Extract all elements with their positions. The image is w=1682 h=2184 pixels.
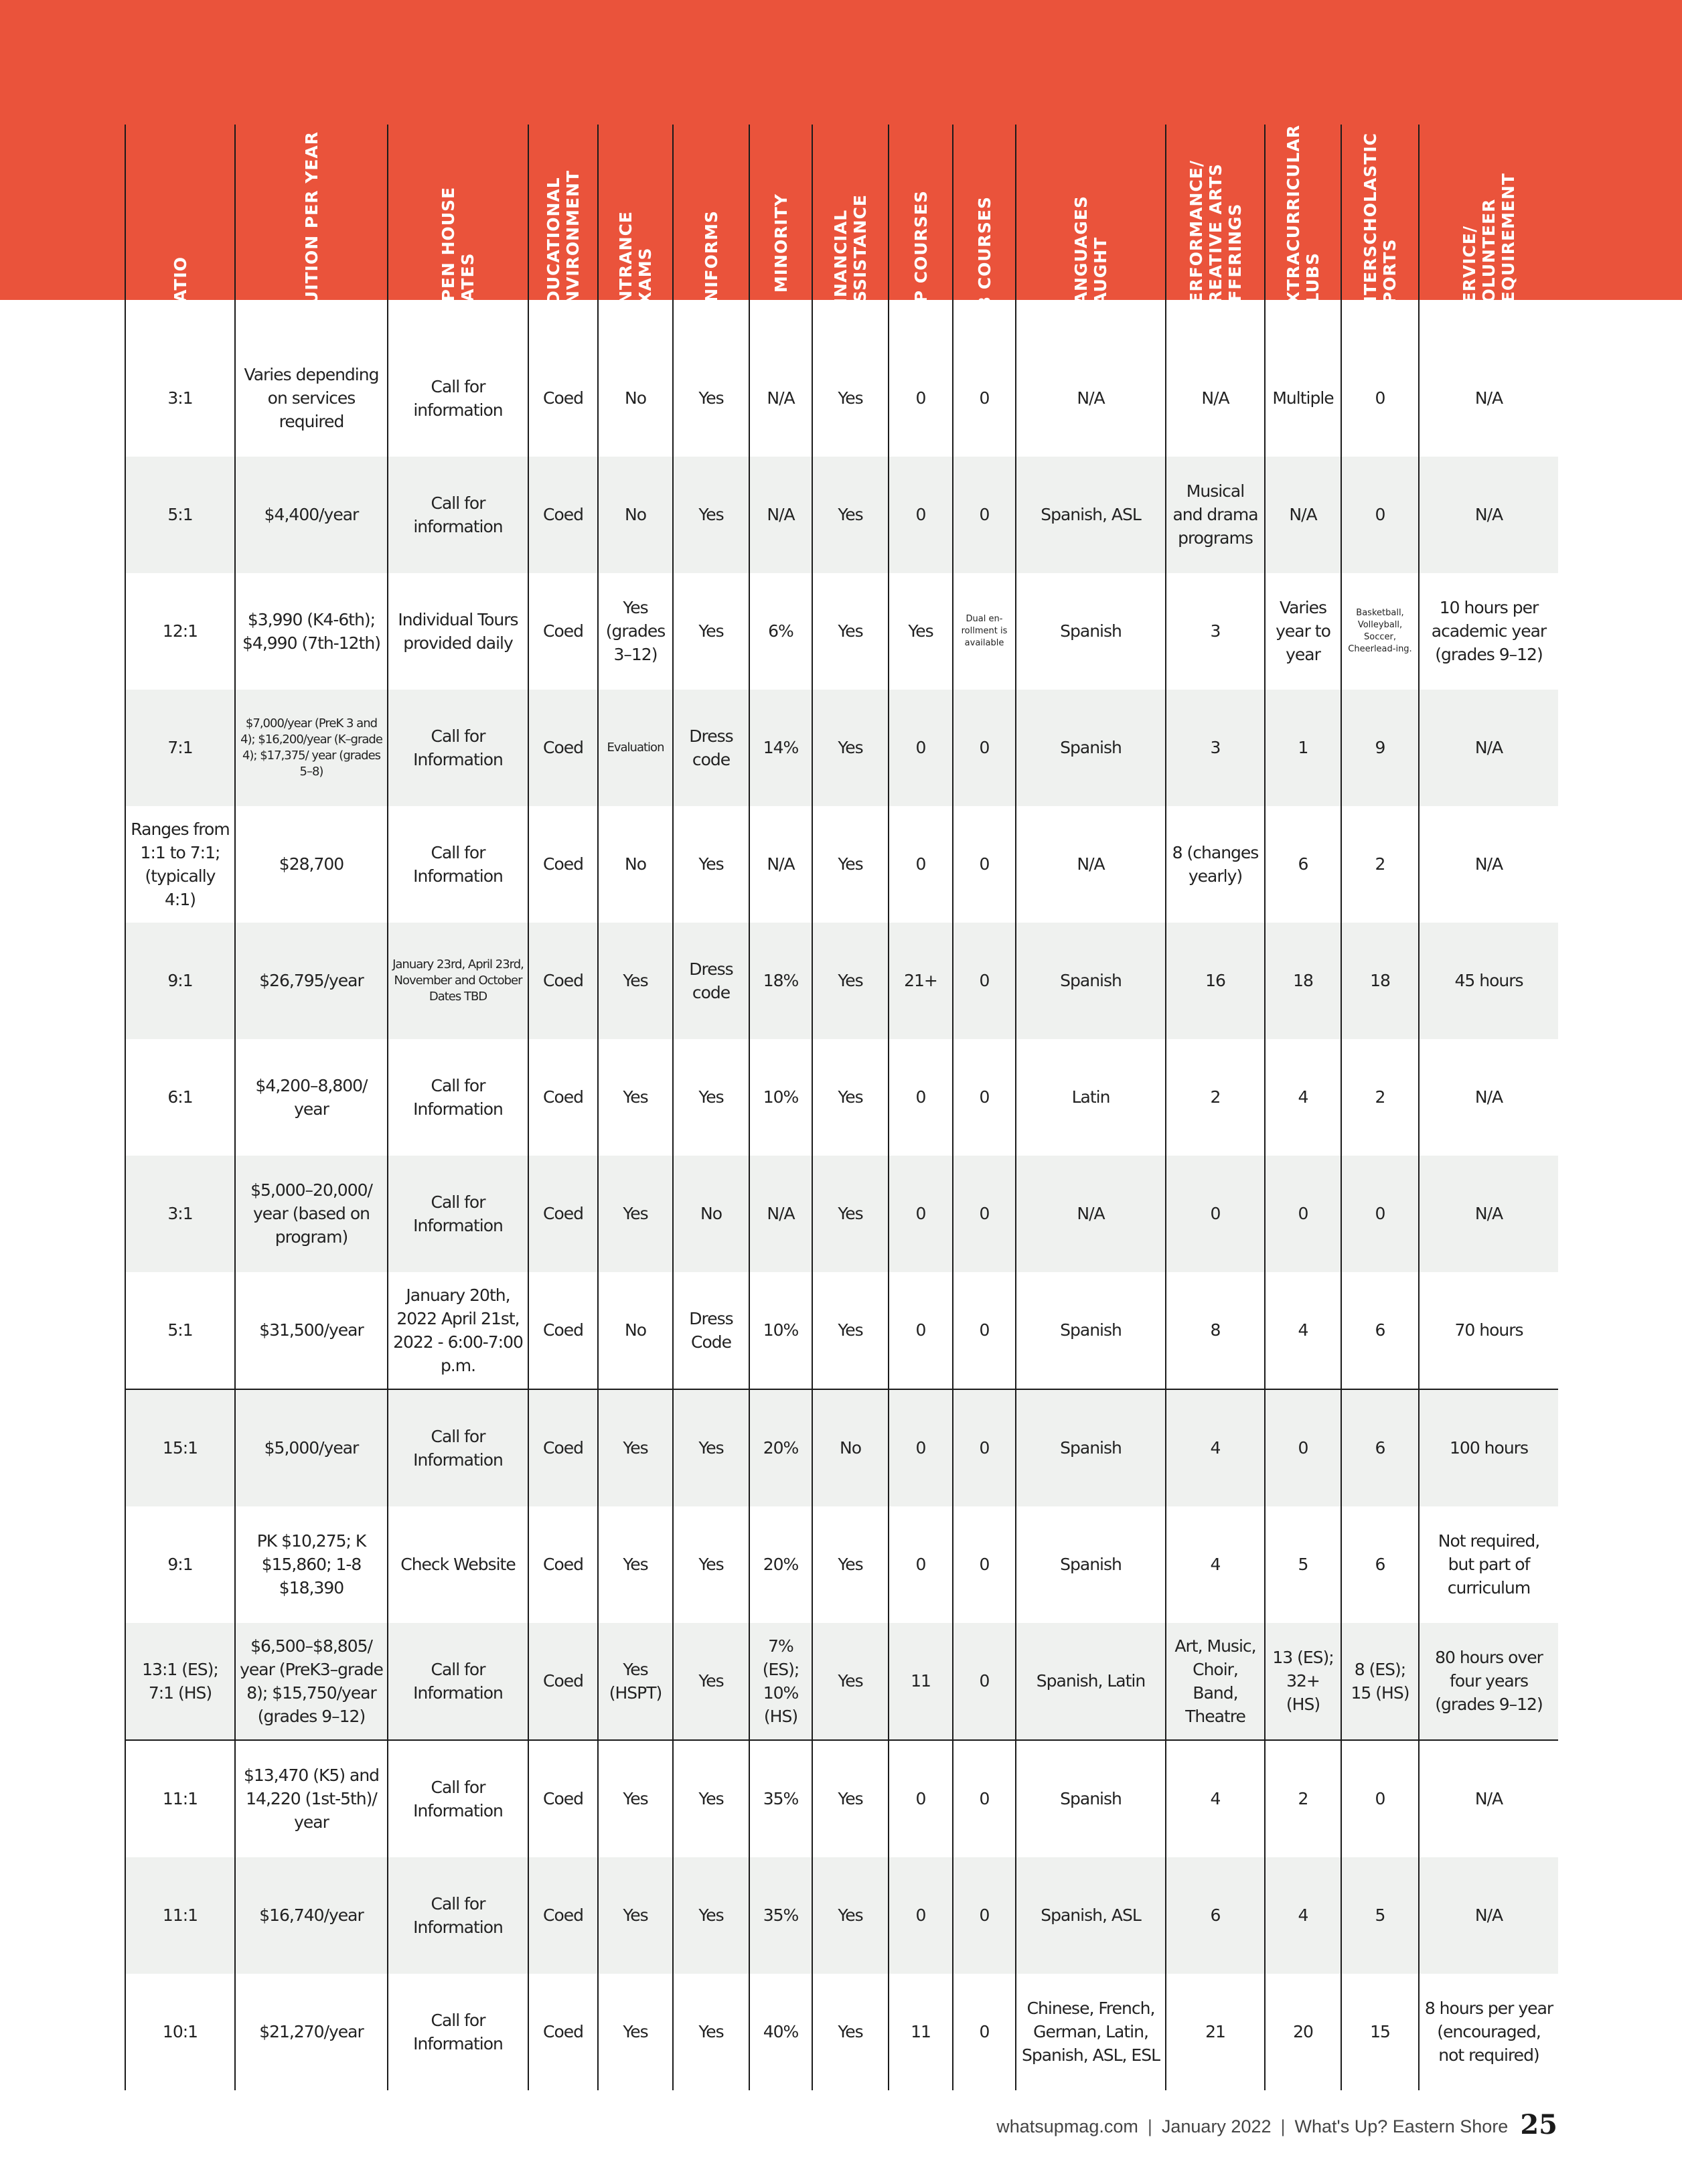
- table-cell: Yes: [673, 1740, 749, 1857]
- table-cell: January 20th, 2022 April 21st, 2022 - 6:00-7:00 p.m.: [388, 1272, 528, 1389]
- table-cell: 15:1: [125, 1389, 235, 1506]
- table-cell: 7:1: [125, 690, 235, 806]
- table-row: [125, 573, 1558, 690]
- table-row: [125, 1389, 1558, 1506]
- table-cell: 14%: [749, 690, 812, 806]
- table-cell: 40%: [749, 1974, 812, 2090]
- footer-separator: |: [1280, 2116, 1286, 2136]
- table-cell: 70 hours: [1419, 1272, 1558, 1389]
- table-cell: 0: [1265, 1389, 1341, 1506]
- table-cell: 0: [953, 1039, 1016, 1156]
- table-cell: 0: [889, 457, 953, 573]
- table-cell: 3:1: [125, 340, 235, 457]
- table-cell: Yes: [673, 1389, 749, 1506]
- column-header: [528, 125, 598, 340]
- table-cell: Dress Code: [673, 1272, 749, 1389]
- column-header-label: INTERSCHOLASTIC SPORTS: [1361, 132, 1399, 317]
- table-cell: Yes: [673, 1857, 749, 1974]
- table-cell: 11:1: [125, 1857, 235, 1974]
- table-row: [125, 1039, 1558, 1156]
- table-cell: No: [812, 1389, 889, 1506]
- table-cell: 80 hours over four years (grades 9–12): [1419, 1623, 1558, 1740]
- table-cell: 0: [889, 340, 953, 457]
- table-cell: 6: [1166, 1857, 1265, 1974]
- table-cell: Yes: [812, 1974, 889, 2090]
- table-cell: $16,740/year: [235, 1857, 388, 1974]
- table-cell: 9:1: [125, 923, 235, 1039]
- table-cell: Yes (grades 3–12): [598, 573, 673, 690]
- table-cell: $26,795/year: [235, 923, 388, 1039]
- column-header: [749, 125, 812, 340]
- table-cell: 8: [1166, 1272, 1265, 1389]
- table-cell: Coed: [528, 457, 598, 573]
- table-cell: 6%: [749, 573, 812, 690]
- table-cell: No: [598, 1272, 673, 1389]
- table-cell: PK $10,275; K $15,860; 1-8 $18,390: [235, 1506, 388, 1623]
- table-cell: 4: [1166, 1389, 1265, 1506]
- table-row: [125, 1857, 1558, 1974]
- table-cell: 12:1: [125, 573, 235, 690]
- table-cell: 10:1: [125, 1974, 235, 2090]
- column-header-label: OPEN HOUSE DATES: [439, 186, 477, 317]
- table-cell: $5,000–20,000/ year (based on program): [235, 1156, 388, 1272]
- table-cell: No: [598, 457, 673, 573]
- table-cell: N/A: [749, 340, 812, 457]
- table-cell: Yes: [673, 573, 749, 690]
- table-cell: 0: [953, 1857, 1016, 1974]
- table-cell: N/A: [749, 806, 812, 923]
- table-cell: Yes: [673, 1974, 749, 2090]
- table-cell: Art, Music, Choir, Band, Theatre: [1166, 1623, 1265, 1740]
- table-cell: Yes: [812, 573, 889, 690]
- table-row: [125, 1740, 1558, 1857]
- table-cell: Coed: [528, 1156, 598, 1272]
- table-cell: N/A: [1419, 690, 1558, 806]
- footer-date: January 2022: [1161, 2116, 1272, 2136]
- table-cell: Spanish: [1016, 1506, 1166, 1623]
- table-cell: Dual en-rollment is available: [953, 573, 1016, 690]
- table-cell: Multiple: [1265, 340, 1341, 457]
- table-cell: 0: [1341, 340, 1419, 457]
- table-cell: Coed: [528, 690, 598, 806]
- table-cell: 3: [1166, 573, 1265, 690]
- table-cell: Call for Information: [388, 1389, 528, 1506]
- table-cell: N/A: [1016, 340, 1166, 457]
- table-cell: $13,470 (K5) and 14,220 (1st-5th)/ year: [235, 1740, 388, 1857]
- table-row: [125, 1272, 1558, 1389]
- table-cell: 8 (ES); 15 (HS): [1341, 1623, 1419, 1740]
- table-cell: Yes: [673, 340, 749, 457]
- table-cell: Coed: [528, 1974, 598, 2090]
- table-cell: Musical and drama programs: [1166, 457, 1265, 573]
- table-cell: Spanish: [1016, 690, 1166, 806]
- table-cell: Yes: [673, 457, 749, 573]
- table-cell: N/A: [1419, 806, 1558, 923]
- table-cell: Call for information: [388, 457, 528, 573]
- column-header-label: ENTRANCE EXAMS: [616, 210, 655, 317]
- table-cell: Yes: [812, 1272, 889, 1389]
- table-cell: Yes: [812, 690, 889, 806]
- column-header: [812, 125, 889, 340]
- table-cell: Yes (HSPT): [598, 1623, 673, 1740]
- table-cell: 16: [1166, 923, 1265, 1039]
- column-header: [673, 125, 749, 340]
- table-cell: N/A: [1419, 1857, 1558, 1974]
- footer-site: whatsupmag.com: [996, 2116, 1138, 2136]
- column-header: [598, 125, 673, 340]
- table-cell: 6: [1265, 806, 1341, 923]
- table-cell: $5,000/year: [235, 1389, 388, 1506]
- table-cell: 3:1: [125, 1156, 235, 1272]
- table-cell: N/A: [1016, 806, 1166, 923]
- table-cell: Spanish, ASL: [1016, 1857, 1166, 1974]
- table-cell: $6,500–$8,805/ year (PreK3–grade 8); $15,750/year (grades 9–12): [235, 1623, 388, 1740]
- table-row: [125, 1623, 1558, 1740]
- table-cell: Not required, but part of curriculum: [1419, 1506, 1558, 1623]
- table-cell: Spanish, ASL: [1016, 457, 1166, 573]
- table-cell: 11: [889, 1974, 953, 2090]
- table-cell: Yes: [812, 1039, 889, 1156]
- table-cell: 0: [1265, 1156, 1341, 1272]
- table-cell: N/A: [1419, 1039, 1558, 1156]
- table-cell: N/A: [1419, 1740, 1558, 1857]
- table-cell: January 23rd, April 23rd, November and October Dates TBD: [388, 923, 528, 1039]
- table-cell: Yes: [812, 1623, 889, 1740]
- table-cell: Coed: [528, 1740, 598, 1857]
- table-cell: No: [673, 1156, 749, 1272]
- table-cell: $4,200–8,800/ year: [235, 1039, 388, 1156]
- table-cell: 0: [953, 1623, 1016, 1740]
- table-cell: 0: [953, 1974, 1016, 2090]
- table-cell: N/A: [1419, 1156, 1558, 1272]
- table-cell: 20%: [749, 1389, 812, 1506]
- table-row: [125, 690, 1558, 806]
- table-cell: 2: [1341, 806, 1419, 923]
- table-cell: 0: [889, 806, 953, 923]
- table-body: [125, 340, 1558, 2090]
- table-cell: 35%: [749, 1740, 812, 1857]
- table-cell: 0: [953, 923, 1016, 1039]
- table-cell: Spanish: [1016, 1272, 1166, 1389]
- column-header: [1265, 125, 1341, 340]
- table-cell: Yes: [598, 923, 673, 1039]
- table-cell: 2: [1166, 1039, 1265, 1156]
- table-cell: 100 hours: [1419, 1389, 1558, 1506]
- table-cell: Yes: [598, 1974, 673, 2090]
- table-cell: 10%: [749, 1272, 812, 1389]
- table-row: [125, 1974, 1558, 2090]
- table-cell: 4: [1265, 1039, 1341, 1156]
- column-header-label: EXTRACURRICULAR CLUBS: [1284, 125, 1322, 317]
- table-cell: 4: [1166, 1740, 1265, 1857]
- table-cell: Coed: [528, 1389, 598, 1506]
- table-cell: 0: [953, 1156, 1016, 1272]
- column-header: [235, 125, 388, 340]
- table-cell: 9:1: [125, 1506, 235, 1623]
- column-header: [1166, 125, 1265, 340]
- table-cell: 0: [889, 1740, 953, 1857]
- table-cell: N/A: [749, 1156, 812, 1272]
- table-cell: 11: [889, 1623, 953, 1740]
- column-header: [125, 125, 235, 340]
- column-header-label: AP COURSES: [911, 190, 931, 317]
- table-cell: Individual Tours provided daily: [388, 573, 528, 690]
- table-row: [125, 806, 1558, 923]
- table-cell: Dress code: [673, 690, 749, 806]
- table-cell: Yes: [598, 1857, 673, 1974]
- table-cell: Yes: [812, 457, 889, 573]
- table-cell: 0: [1341, 1156, 1419, 1272]
- table-cell: Call for Information: [388, 1740, 528, 1857]
- table-cell: $31,500/year: [235, 1272, 388, 1389]
- table-cell: Call for Information: [388, 1857, 528, 1974]
- table-cell: 10%: [749, 1039, 812, 1156]
- table-cell: Call for information: [388, 340, 528, 457]
- table-row: [125, 457, 1558, 573]
- table-cell: 3: [1166, 690, 1265, 806]
- table-cell: Check Website: [388, 1506, 528, 1623]
- table-cell: 18: [1341, 923, 1419, 1039]
- table-cell: 13 (ES); 32+ (HS): [1265, 1623, 1341, 1740]
- table-cell: 0: [1166, 1156, 1265, 1272]
- table-cell: 10 hours per academic year (grades 9–12): [1419, 573, 1558, 690]
- table-cell: 0: [1341, 1740, 1419, 1857]
- table-cell: Yes: [673, 806, 749, 923]
- table-cell: 0: [889, 1156, 953, 1272]
- table-cell: N/A: [1265, 457, 1341, 573]
- table-cell: 2: [1265, 1740, 1341, 1857]
- table-cell: Coed: [528, 806, 598, 923]
- table-cell: Spanish: [1016, 923, 1166, 1039]
- table-cell: 6: [1341, 1506, 1419, 1623]
- table-cell: Evaluation: [598, 690, 673, 806]
- table-cell: Call for Information: [388, 1156, 528, 1272]
- table-cell: Coed: [528, 340, 598, 457]
- table-cell: 13:1 (ES); 7:1 (HS): [125, 1623, 235, 1740]
- table-cell: 0: [889, 1272, 953, 1389]
- table-cell: 18: [1265, 923, 1341, 1039]
- table-cell: 20%: [749, 1506, 812, 1623]
- table-cell: Coed: [528, 573, 598, 690]
- table-cell: Coed: [528, 1857, 598, 1974]
- table-cell: 0: [953, 1272, 1016, 1389]
- table-cell: 9: [1341, 690, 1419, 806]
- table-cell: $7,000/year (PreK 3 and 4); $16,200/year (K–grade 4); $17,375/ year (grades 5–8): [235, 690, 388, 806]
- table-cell: $28,700: [235, 806, 388, 923]
- table-cell: Basketball, Volleyball, Soccer, Cheerlead-ing.: [1341, 573, 1419, 690]
- table-cell: Yes: [812, 1506, 889, 1623]
- table-cell: 0: [889, 1389, 953, 1506]
- table-cell: Coed: [528, 1272, 598, 1389]
- table-cell: N/A: [1166, 340, 1265, 457]
- column-header-label: SERVICE/ VOLUNTEER REQUIREMENT: [1460, 173, 1518, 317]
- table-cell: Yes: [598, 1389, 673, 1506]
- table-cell: Yes: [812, 1156, 889, 1272]
- table-cell: Yes: [673, 1039, 749, 1156]
- table-cell: 4: [1166, 1506, 1265, 1623]
- column-header: [953, 125, 1016, 340]
- table-cell: 45 hours: [1419, 923, 1558, 1039]
- column-header: [1341, 125, 1419, 340]
- table-cell: $21,270/year: [235, 1974, 388, 2090]
- table-cell: Ranges from 1:1 to 7:1; (typically 4:1): [125, 806, 235, 923]
- column-header-label: UNIFORMS: [701, 210, 721, 317]
- table-cell: 0: [953, 1740, 1016, 1857]
- table-cell: 0: [889, 1039, 953, 1156]
- table-cell: Yes: [812, 1857, 889, 1974]
- table-cell: N/A: [1419, 457, 1558, 573]
- table-cell: 2: [1341, 1039, 1419, 1156]
- page-footer: [996, 2109, 1557, 2140]
- column-header-label: % MINORITY: [771, 193, 791, 317]
- table-cell: 4: [1265, 1857, 1341, 1974]
- table-cell: Yes: [598, 1740, 673, 1857]
- column-header-label: LANGUAGES TAUGHT: [1071, 196, 1110, 317]
- column-header: [388, 125, 528, 340]
- table-cell: Spanish: [1016, 573, 1166, 690]
- table-cell: Yes: [673, 1506, 749, 1623]
- table-cell: Coed: [528, 1623, 598, 1740]
- table-cell: No: [598, 340, 673, 457]
- table-cell: Yes: [812, 340, 889, 457]
- table-cell: $3,990 (K4-6th); $4,990 (7th-12th): [235, 573, 388, 690]
- table-cell: 5:1: [125, 1272, 235, 1389]
- table-cell: Dress code: [673, 923, 749, 1039]
- column-header-label: FINANCIAL ASSISTANCE: [831, 194, 870, 317]
- table-cell: $4,400/year: [235, 457, 388, 573]
- table-cell: 21: [1166, 1974, 1265, 2090]
- column-header-label: RATIO: [170, 256, 190, 317]
- table-cell: Spanish: [1016, 1389, 1166, 1506]
- table-cell: 0: [953, 1389, 1016, 1506]
- table-row: [125, 923, 1558, 1039]
- table-row: [125, 1156, 1558, 1272]
- column-header-label: EDUCATIONAL ENVIRONMENT: [544, 169, 583, 317]
- table-cell: 18%: [749, 923, 812, 1039]
- table-cell: Call for Information: [388, 1039, 528, 1156]
- table-cell: Call for Information: [388, 1623, 528, 1740]
- table-cell: Yes: [673, 1623, 749, 1740]
- table-cell: No: [598, 806, 673, 923]
- table-cell: Call for Information: [388, 806, 528, 923]
- table-cell: 0: [953, 806, 1016, 923]
- table-cell: 6: [1341, 1272, 1419, 1389]
- footer-publication: What's Up? Eastern Shore: [1294, 2116, 1509, 2136]
- column-header: [1016, 125, 1166, 340]
- table-cell: 0: [953, 457, 1016, 573]
- table-cell: 8 hours per year (encouraged, not required): [1419, 1974, 1558, 2090]
- table-cell: 5:1: [125, 457, 235, 573]
- table-cell: Call for Information: [388, 690, 528, 806]
- table-cell: Latin: [1016, 1039, 1166, 1156]
- column-header: [889, 125, 953, 340]
- table-cell: Yes: [889, 573, 953, 690]
- table-cell: 0: [889, 690, 953, 806]
- header-row: [125, 125, 1558, 340]
- column-header-label: TUITION PER YEAR: [301, 131, 321, 317]
- table-cell: 0: [889, 1506, 953, 1623]
- table-cell: Spanish, Latin: [1016, 1623, 1166, 1740]
- footer-separator: |: [1147, 2116, 1152, 2136]
- table-cell: Coed: [528, 1039, 598, 1156]
- table-cell: 20: [1265, 1974, 1341, 2090]
- table-cell: N/A: [749, 457, 812, 573]
- table-cell: 6: [1341, 1389, 1419, 1506]
- table-cell: Spanish: [1016, 1740, 1166, 1857]
- table-cell: 0: [1341, 457, 1419, 573]
- table-cell: 7% (ES); 10% (HS): [749, 1623, 812, 1740]
- table-cell: Yes: [598, 1156, 673, 1272]
- table-cell: 15: [1341, 1974, 1419, 2090]
- school-comparison-table: [125, 125, 1558, 2090]
- page-number: 25: [1520, 2109, 1557, 2140]
- column-header-label: IB COURSES: [974, 196, 994, 317]
- table-cell: Varies depending on services required: [235, 340, 388, 457]
- table-cell: 6:1: [125, 1039, 235, 1156]
- table-cell: Yes: [812, 806, 889, 923]
- table-cell: Yes: [598, 1039, 673, 1156]
- table-cell: Coed: [528, 1506, 598, 1623]
- table-cell: 0: [953, 340, 1016, 457]
- table-cell: 5: [1341, 1857, 1419, 1974]
- table-cell: N/A: [1419, 340, 1558, 457]
- table-cell: 35%: [749, 1857, 812, 1974]
- table-cell: Call for Information: [388, 1974, 528, 2090]
- table-cell: Yes: [812, 923, 889, 1039]
- table-cell: 4: [1265, 1272, 1341, 1389]
- table-cell: 8 (changes yearly): [1166, 806, 1265, 923]
- table-cell: 21+: [889, 923, 953, 1039]
- table-row: [125, 1506, 1558, 1623]
- table-cell: Varies year to year: [1265, 573, 1341, 690]
- table-cell: 5: [1265, 1506, 1341, 1623]
- table-cell: Coed: [528, 923, 598, 1039]
- column-header-label: PERFORMANCE/ CREATIVE ARTS OFFERINGS: [1186, 159, 1245, 317]
- table-cell: N/A: [1016, 1156, 1166, 1272]
- table-cell: 1: [1265, 690, 1341, 806]
- column-header: [1419, 125, 1558, 340]
- table-cell: 11:1: [125, 1740, 235, 1857]
- table-cell: Chinese, French, German, Latin, Spanish, ASL, ESL: [1016, 1974, 1166, 2090]
- table-cell: 0: [953, 690, 1016, 806]
- table-cell: 0: [953, 1506, 1016, 1623]
- table-cell: Yes: [812, 1740, 889, 1857]
- table-cell: 0: [889, 1857, 953, 1974]
- table-cell: Yes: [598, 1506, 673, 1623]
- table-row: [125, 340, 1558, 457]
